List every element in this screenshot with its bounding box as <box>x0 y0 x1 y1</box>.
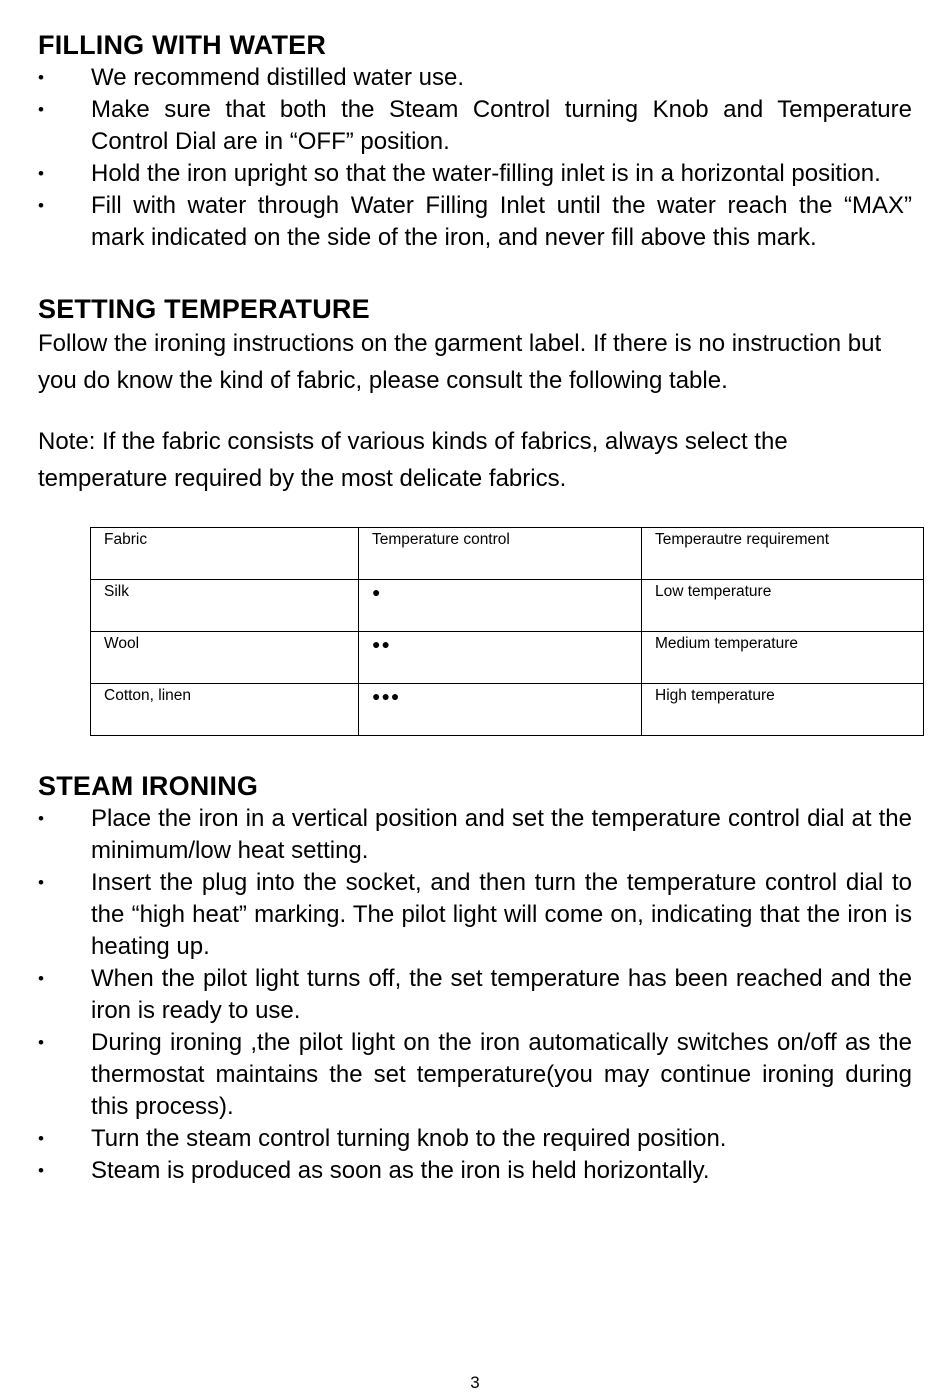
bullet-icon: • <box>38 1033 44 1052</box>
list-item <box>38 94 912 158</box>
section-setting-temperature <box>38 292 912 736</box>
list-item <box>38 803 912 867</box>
section-heading-filling: FILLING WITH WATER <box>38 30 327 60</box>
list-item <box>38 867 912 963</box>
list-item <box>38 158 912 190</box>
list-item-text: Steam is produced as soon as the iron is held horizontally. <box>91 1157 710 1184</box>
temperature-note: Note: If the fabric consists of various kinds of fabrics, always select the temperature required by the most delicate fabrics. <box>38 428 788 492</box>
list-item <box>38 1027 912 1123</box>
bullet-icon: • <box>38 164 44 183</box>
table-cell-requirement: Low temperature <box>642 580 924 632</box>
list-item <box>38 963 912 1027</box>
table-cell-fabric: Wool <box>91 632 359 684</box>
table-header-cell: Temperature control <box>359 528 642 580</box>
bullet-icon: • <box>38 1129 44 1148</box>
bullet-icon: • <box>38 1161 44 1180</box>
steam-bullet-list <box>38 803 912 1187</box>
bullet-icon: • <box>38 100 44 119</box>
table-cell-dots: ● <box>359 580 642 632</box>
list-item-text: Fill with water through Water Filling Inlet until the water reach the “MAX” mark indicated on the side of the iron, and never fill above this mark. <box>91 192 912 251</box>
list-item-text: Insert the plug into the socket, and then turn the temperature control dial to the “high heat” marking. The pilot light will come on, indicating that the iron is heating up. <box>91 869 912 960</box>
table-cell-fabric: Silk <box>91 580 359 632</box>
table-cell-dots: ●●● <box>359 684 642 736</box>
temperature-intro: Follow the ironing instructions on the garment label. If there is no instruction but you do know the kind of fabric, please consult the following table. <box>38 330 882 394</box>
table-row <box>91 580 924 632</box>
bullet-icon: • <box>38 873 44 892</box>
list-item <box>38 62 912 94</box>
table-header-cell: Fabric <box>91 528 359 580</box>
list-item-text: When the pilot light turns off, the set temperature has been reached and the iron is ready to use. <box>91 965 912 1024</box>
list-item-text: Place the iron in a vertical position and set the temperature control dial at the minimum/low heat setting. <box>91 805 912 864</box>
bullet-icon: • <box>38 196 44 215</box>
manual-page <box>38 28 912 1187</box>
list-item <box>38 190 912 254</box>
bullet-icon: • <box>38 969 44 988</box>
section-heading-temperature: SETTING TEMPERATURE <box>38 294 370 324</box>
bullet-icon: • <box>38 809 44 828</box>
table-header-cell: Temperautre requirement <box>642 528 924 580</box>
list-item-text: Hold the iron upright so that the water-filling inlet is in a horizontal position. <box>91 160 881 187</box>
table-header-row <box>91 528 924 580</box>
list-item-text: During ironing ,the pilot light on the iron automatically switches on/off as the thermostat maintains the set temperature(you may continue ironing during this process). <box>91 1029 912 1120</box>
bullet-icon: • <box>38 68 44 87</box>
table-row <box>91 684 924 736</box>
list-item <box>38 1123 912 1155</box>
section-filling-with-water <box>38 28 912 254</box>
table-row <box>91 632 924 684</box>
table-cell-requirement: High temperature <box>642 684 924 736</box>
section-heading-steam: STEAM IRONING <box>38 771 259 801</box>
list-item-text: Turn the steam control turning knob to the required position. <box>91 1125 727 1152</box>
table-cell-dots: ●● <box>359 632 642 684</box>
list-item <box>38 1155 912 1187</box>
section-steam-ironing <box>38 769 912 1187</box>
table-cell-fabric: Cotton, linen <box>91 684 359 736</box>
list-item-text: We recommend distilled water use. <box>91 64 465 91</box>
fabric-temperature-table <box>90 527 924 736</box>
list-item-text: Make sure that both the Steam Control turning Knob and Temperature Control Dial are in “OFF” position. <box>91 96 912 155</box>
filling-bullet-list <box>38 62 912 254</box>
table-cell-requirement: Medium temperature <box>642 632 924 684</box>
page-number: 3 <box>470 1373 480 1392</box>
